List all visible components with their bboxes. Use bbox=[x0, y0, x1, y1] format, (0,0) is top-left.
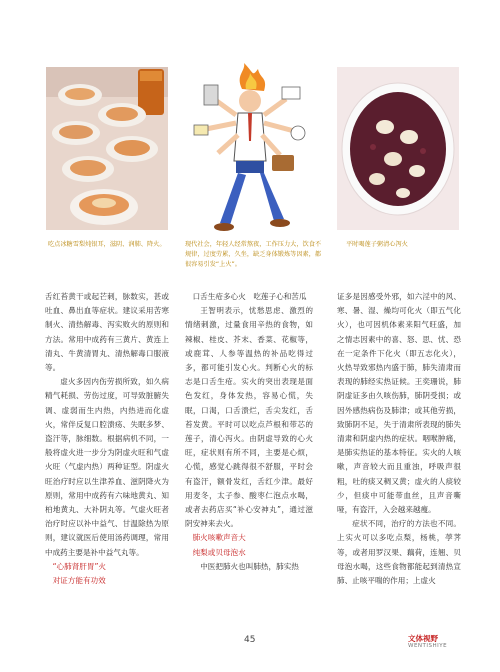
paragraph: 舌红苔黄干或起芒刺，脉数实，甚或吐血、鼻出血等症状。建议采用苦寒制火、清热解毒、泻实败火的原则和方法。常用中成药有三黄片、黄连上清丸、牛黄清胃丸、清热解毒口服液等。 bbox=[45, 292, 169, 373]
subheading: “心肺肾肝胃”火 bbox=[52, 561, 107, 571]
magazine-brand-pinyin: WENTISHIYE bbox=[408, 643, 448, 649]
subheading: 口舌生疮多心火 吃莲子心和苦瓜 bbox=[192, 292, 307, 301]
magazine-brand: 文体视野 bbox=[408, 634, 438, 643]
subheading: 肺火咳嗽声音大 bbox=[192, 533, 246, 543]
caption-pear-soup: 吃点冰糖雪梨炖银耳，滋阴、润肺、降火。 bbox=[48, 241, 166, 248]
paragraph: 症状不同，治疗的方法也不同。上实火可以多吃点梨，杨桃，荸荠等，或者用罗汉果、藕荷，连翘、贝母泡水喝，这些食物都能起到清热宣肺、止咳平喘的作用；上虚火 bbox=[337, 519, 461, 586]
column-3 bbox=[337, 290, 461, 588]
paragraph: 证多是因感受外邪，如六淫中的风、寒、暑、湿、燥均可化火（即五气化火），也可因机体素来阳气旺盛，加之情志因素中的喜、怒、思、忧、恐在一定条件下化火（即五志化火），火热导致邪热内盛于肺，肺失清肃而表现的肺经实热证候。王奕珊说，肺阴虚证多由久咳伤肺，肺阴受损；或因外感热病伤及肺津；或其他劳损，致肺阴不足，失于清肃所表现的肺失清肃和阴虚内热的症状。咽喉肿痛，是肺实热证的基本特征。实火的人咳嗽，声音较大而且重浊，呼吸声很粗，吐的痰又稠又黄；虚火的人痰较少，但痰中可能带血丝，且声音嘶哑，有盗汗，入会越来越瘦。 bbox=[337, 292, 461, 515]
subheading: 纯梨或贝母泡水 bbox=[192, 547, 246, 557]
stressed-man-illustration bbox=[180, 63, 320, 236]
subheading: 对证方能有功效 bbox=[52, 576, 106, 586]
column-1 bbox=[45, 290, 169, 588]
paragraph: 王智明表示，忧愁思虑、激烈的情绪刺激，过量食用辛热的食物，如辣椒、桂皮、芥末、香菜、花椒等，或鹿茸、人参等温热的补品吃得过多，都可能引发心火。判断心火的标志是口舌生疮。实火的突出表现是面色发红，身体发热，容易心慌，失眠，口渴，口舌溃烂，舌尖发红，舌苔发黄。平时可以吃点芦根和带芯的莲子，清心泻火。由阴虚导致的心火旺，症状则有所不同，主要是心烦，心慌，感觉心跳得很不舒服，平时会有盗汗，额骨发红，舌红少津。最好用麦冬，太子参、酸枣仁泡点水喝，或者去药店买“补心安神丸”，通过滋阴安神来去火。 bbox=[185, 306, 313, 529]
column-2 bbox=[185, 290, 313, 574]
paragraph: 虚火多因内伤劳损所致，如久病精气耗损、劳伤过度，可导致脏腑失调、虚弱而生内热，内热进而化虚火，常伴反复口腔溃疡、失眠多梦、盗汗等，脉细数。根据病机不同，一般将虚火进一步分为阴虚火旺和气虚火旺（气虚内热）两种证型。阴虚火旺治疗时应以生津养血、滋阴降火为原则，常用中成药有六味地黄丸、知柏地黄丸、大补阴丸等。气虚火旺者治疗时应以补中益气、甘温除热为原则，建议就医后使用汤药调理，常用中成药主要是补中益气丸等。 bbox=[45, 377, 169, 557]
caption-stress: 现代社会，年轻人经常熬夜，工作压力大，饮食不规律，过度劳累，久坐，缺乏身体锻炼等因素，都很容易引发“上火”。 bbox=[185, 241, 322, 268]
paragraph: 中医把肺火也叫肺热，肺实热 bbox=[200, 561, 299, 571]
lotus-seed-porridge-photo bbox=[337, 67, 459, 230]
pear-soup-photo bbox=[46, 67, 168, 230]
caption-porridge: 平时喝莲子粥清心泻火 bbox=[346, 241, 408, 248]
page-number: 45 bbox=[244, 635, 256, 645]
